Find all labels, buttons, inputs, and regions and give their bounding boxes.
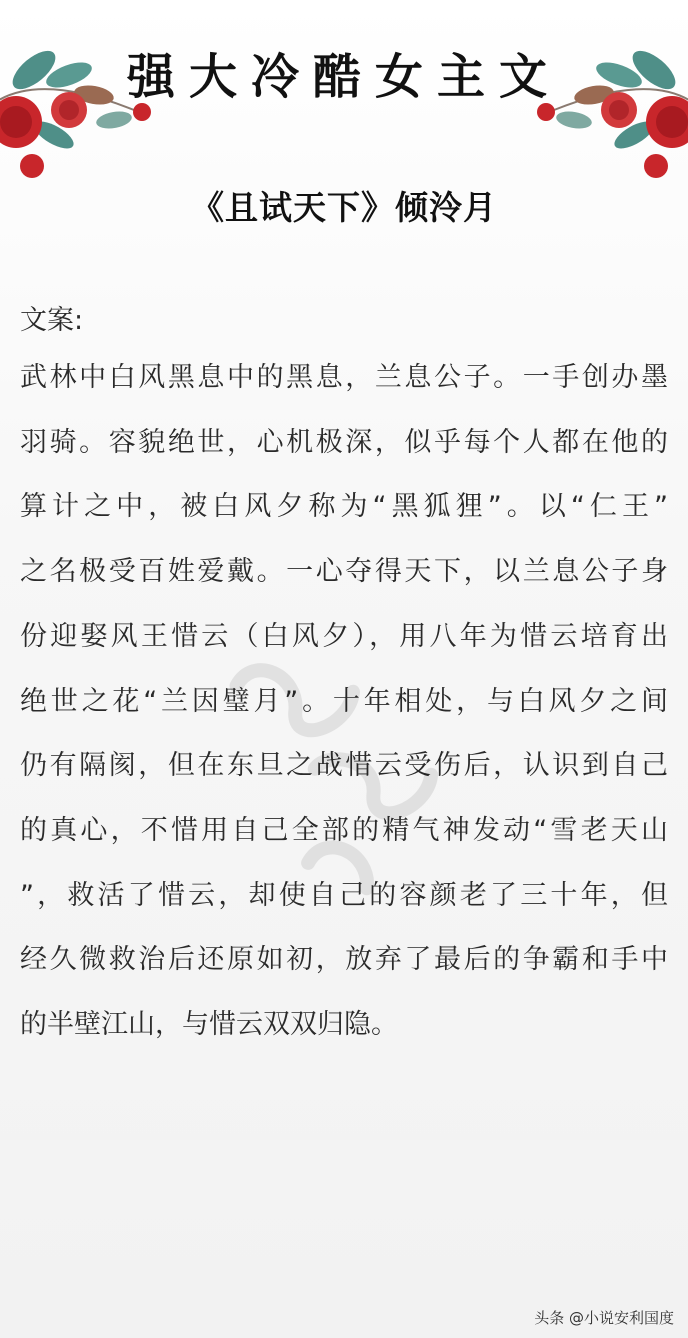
synopsis-line: 份迎娶风王惜云（白风夕），用八年为惜云培育出 [20,620,668,652]
synopsis-line: ”，救活了惜云，却使自己的容颜老了三十年，但 [20,879,668,911]
source-watermark: 头条 @小说安利国度 [534,1309,674,1327]
synopsis-text [20,346,668,1058]
page-title: 强大冷酷女主文 [126,49,561,105]
synopsis-line: 的半壁江山，与惜云双双归隐。 [20,1009,398,1041]
synopsis-line: 经久微救治后还原如初，放弃了最后的争霸和手中 [20,944,668,976]
synopsis-line: 仍有隔阂，但在东旦之战惜云受伤后，认识到自己 [20,750,668,782]
synopsis-line: 绝世之花“兰因璧月”。十年相处，与白风夕之间 [20,685,668,717]
synopsis-line: 算计之中，被白风夕称为“黑狐狸”。以“仁王” [20,491,668,523]
book-title: 《且试天下》倾泠月 [191,188,497,227]
synopsis-line: 的真心，不惜用自己全部的精气神发动“雪老天山 [20,814,668,846]
synopsis-line: 武林中白风黑息中的黑息，兰息公子。一手创办墨 [20,362,668,393]
synopsis-line: 羽骑。容貌绝世，心机极深，似乎每个人都在他的 [20,426,668,458]
synopsis-label: 文案: [20,305,84,336]
synopsis-line: 之名极受百姓爱戴。一心夺得天下，以兰息公子身 [20,556,668,588]
